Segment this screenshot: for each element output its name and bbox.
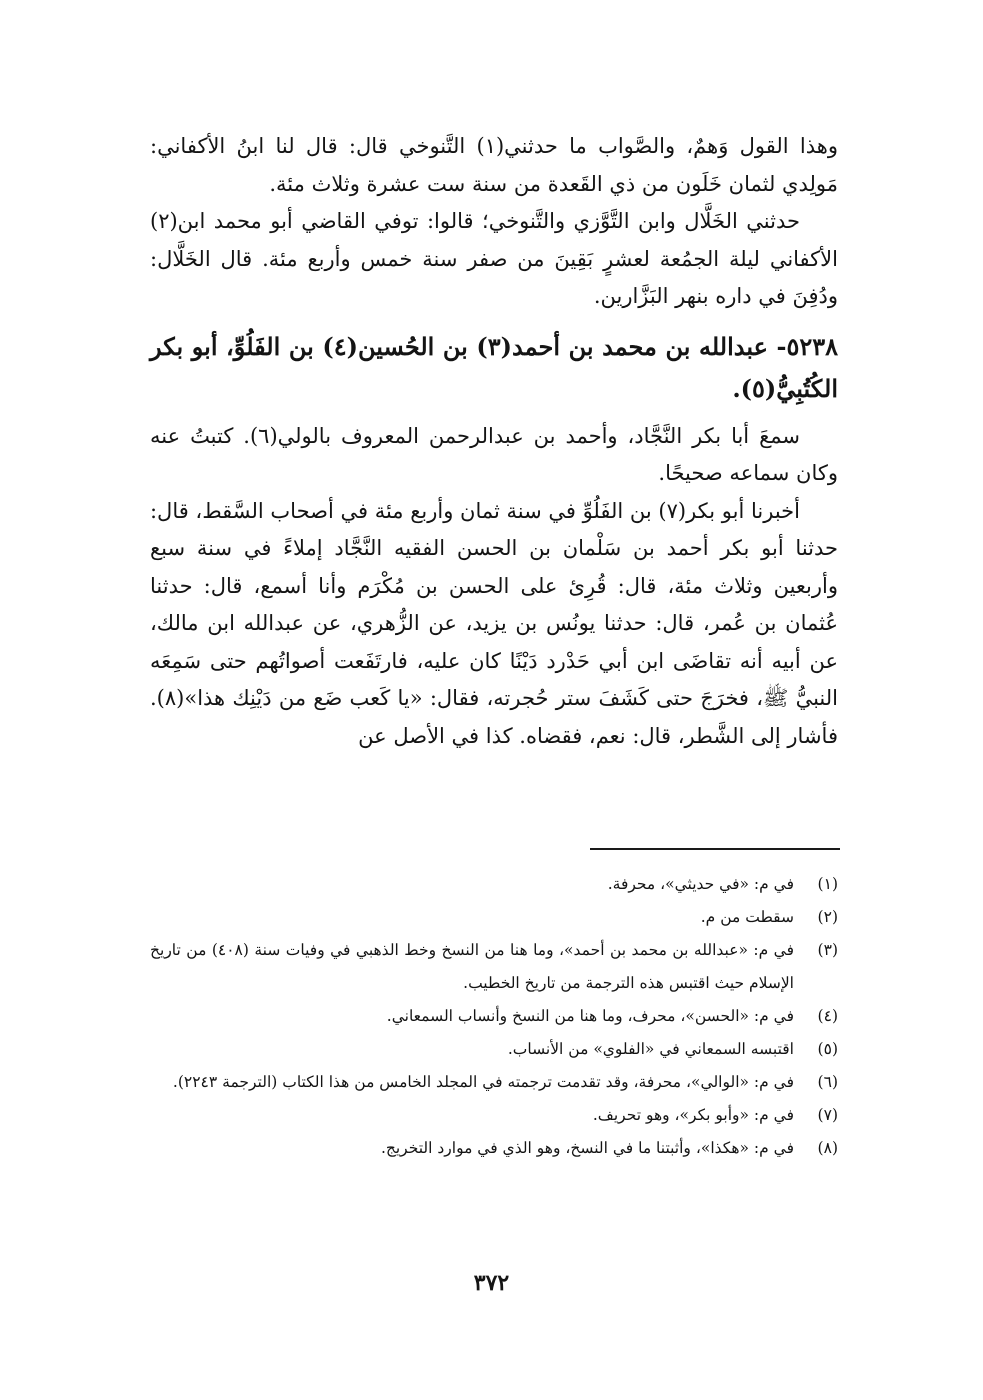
footnote-text: في م: «الوالي»، محرفة، وقد تقدمت ترجمته في المجلد الخامس من هذا الكتاب (الترجمة ٢٢٤٣). [172,1073,794,1091]
footnote-number: (٣) [817,941,838,959]
footnote-item [150,1033,838,1066]
footnote-number: (٧) [817,1106,838,1124]
paragraph-1: وهذا القول وَهمٌ، والصَّواب ما حدثني(١) التَّنوخي قال: قال لنا ابنُ الأكفاني: مَولِدي لثمان خَلَون من ذي القَعدة من سنة ست عشرة وثلاث مئة. [150,134,838,196]
entry-heading: ٥٢٣٨- عبدالله بن محمد بن أحمد(٣) بن الحُسين(٤) بن الفَلُوِّ، أبو بكر الكُتُبِيُّ(٥). [150,331,839,403]
footnote-text: في م: «في حديثي»، محرفة. [607,875,794,893]
paragraph-3: سمعَ أبا بكر النَّجَّاد، وأحمد بن عبدالرحمن المعروف بالولي(٦). كتبتُ عنه وكان سماعه صحيحًا. [150,423,838,485]
footnote-separator [590,848,840,850]
footnote-number: (٤) [817,1007,838,1025]
footnote-number: (٥) [817,1040,838,1058]
footnote-item [150,1132,838,1165]
footnote-item [150,901,838,934]
footnote-item [150,1099,838,1132]
footnote-item [150,1000,838,1033]
footnote-number: (٢) [817,908,838,926]
page-number: ٣٧٢ [473,1270,510,1296]
footnotes [150,868,838,1165]
footnote-number: (١) [817,875,838,893]
main-text [150,128,838,755]
footnote-item [150,868,838,901]
footnote-item [150,1066,838,1099]
footnote-text: سقطت من م. [700,908,794,926]
footnote-text: اقتبسه السمعاني في «الفلوي» من الأنساب. [507,1040,794,1058]
footnote-number: (٨) [817,1139,838,1157]
footnote-number: (٦) [817,1073,838,1091]
footnote-item [150,934,838,1000]
footnote-text: في م: «عبدالله بن محمد بن أحمد»، وما هنا من النسخ وخط الذهبي في وفيات سنة (٤٠٨) من تاريخ الإسلام حيث اقتبس هذه الترجمة من تاريخ الخطيب. [150,941,794,992]
paragraph-2: حدثني الخَلَّال وابن التَّوَّزي والتَّنوخي؛ قالوا: توفي القاضي أبو محمد ابن(٢) الأكفاني ليلة الجمُعة لعشرٍ بَقِينَ من صفر سنة خمس وأربع مئة. قال الخَلَّال: ودُفِنَ في داره بنهر البَزَّارين. [150,209,838,308]
footnote-text: في م: «هكذا»، وأثبتنا ما في النسخ، وهو الذي في موارد التخريج. [380,1139,794,1157]
paragraph-4: أخبرنا أبو بكر(٧) بن الفَلُوِّ في سنة ثمان وأربع مئة في أصحاب السَّقط، قال: حدثنا أبو بكر أحمد بن سَلْمان بن الحسن الفقيه النَّجَّاد إملاءً في سنة سبع وأربعين وثلاث مئة، قال: قُرِئ على الحسن بن مُكْرَم وأنا أسمع، قال: حدثنا عُثمان بن عُمر، قال: حدثنا يونُس بن يزيد، عن الزُّهري، عن عبدالله ابن مالك، عن أبيه أنه تقاضَى ابن أبي حَدْرد دَيْنًا كان عليه، فارتَفَعت أصواتُهم حتى سَمِعَه النبيُّ ﷺ، فخرَجَ حتى كَشَفَ ستر حُجرته، فقال: «يا كَعب ضَع من دَيْنِك هذا»(٨). فأشار إلى الشَّطر، قال: نعم، فقضاه. كذا في الأصل عن [149,498,838,748]
footnote-text: في م: «الحسن»، محرف، وما هنا من النسخ وأنساب السمعاني. [386,1007,794,1025]
footnote-text: في م: «وأبو بكر»، وهو تحريف. [592,1106,794,1124]
